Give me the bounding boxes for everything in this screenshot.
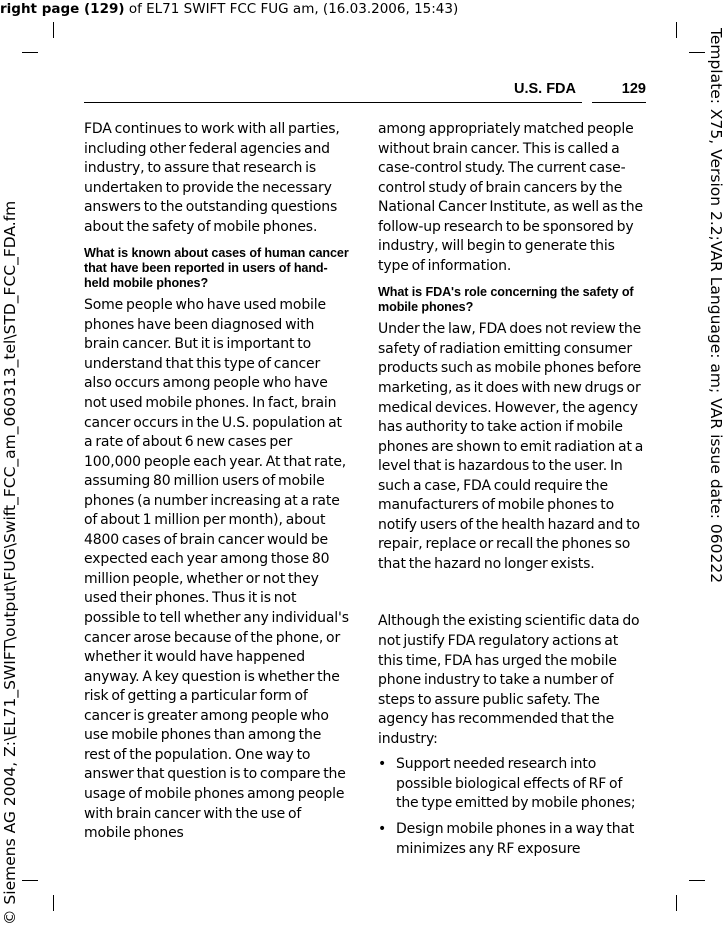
list-item-text: Design mobile phones in a way that minimizes any RF exposure (396, 820, 635, 857)
question-heading: What is FDA's role concerning the safety of mobile phones? (378, 285, 634, 315)
right-column (378, 120, 644, 859)
crop-mark (689, 880, 705, 881)
print-header-doc-info: of EL71 SWIFT FCC FUG am, (16.03.2006, 15:43) (124, 1, 459, 17)
bullet-icon: • (378, 820, 387, 837)
list-item (378, 820, 644, 859)
list-item (378, 755, 644, 814)
crop-mark (53, 22, 54, 38)
question-heading: What is known about cases of human cancer that have been reported in users of hand-held mobile phones? (84, 246, 349, 291)
body-paragraph: FDA continues to work with all parties, including other federal agencies and industry, to assure that research is undertaken to provide the necessary answers to the outstanding questions about the safety of mobile phones. (84, 121, 340, 235)
copyright-side-label (0, 20, 20, 925)
crop-mark (22, 880, 38, 881)
body-paragraph: Some people who have used mobile phones have been diagnosed with brain cancer. But it is important to understand that this type of cancer also occurs among people who have not used mobile phones. In fact, brain cancer occurs in the U.S. population at a rate of about 6 new cases per 100,000 people each year. At that rate, assuming 80 million users of mobile phones (a number increasing at a rate of about 1 million per month), about 4800 cases of brain cancer would be expected each year among those 80 million people, whether or not they used their phones. Thus it is not possible to tell whether any individual's cancer arose because of the phone, or whether it would have happened anyway. A key question is whether the risk of getting a particular form of cancer is greater among people who use mobile phones than among the rest of the population. One way to answer that question is to compare the usage of mobile phones among people with brain cancer with the use of mobile phones (84, 297, 349, 842)
header-rule-pagenum (592, 102, 646, 103)
crop-mark (689, 52, 705, 53)
crop-mark (676, 895, 677, 911)
page-header (488, 78, 646, 102)
header-rule (84, 102, 582, 103)
body-paragraph: Although the existing scientific data do not justify FDA regulatory actions at this time, FDA has urged the mobile phone industry to take a number of steps to assure public safety. The agency has recommended that the industry: (378, 613, 640, 747)
bullet-icon: • (378, 756, 387, 773)
print-header (0, 0, 640, 18)
body-paragraph: among appropriately matched people without brain cancer. This is called a case-control study. The current case-control study of brain cancers by the National Cancer Institute, as well as the follow-up research to be sponsored by industry, will begin to generate this type of information. (378, 121, 643, 274)
template-side-label (706, 28, 726, 908)
section-title: U.S. FDA (513, 81, 576, 97)
copyright-side-text: © Siemens AG 2004, Z:\EL71_SWIFT\output\FUG\Swift_FCC_am_060313_tel\STD_FCC_FDA.fm (1, 200, 19, 925)
page-number: 129 (621, 81, 646, 97)
template-side-text: Template: X75, Version 2.2;VAR Language: am; VAR issue date: 060222 (707, 28, 725, 584)
left-column (84, 120, 350, 844)
body-paragraph: Under the law, FDA does not review the safety of radiation emitting consumer products such as mobile phones before marketing, as it does with new drugs or medical devices. However, the agency has authority to take action if mobile phones are shown to emit radiation at a level that is hazardous to the user. In such a case, FDA could require the manufacturers of mobile phones to notify users of the health hazard and to repair, replace or recall the phones so that the hazard no longer exists. (378, 321, 644, 572)
list-item-text: Support needed research into possible biological effects of RF of the type emitted by mobile phones; (396, 756, 636, 812)
crop-mark (22, 52, 38, 53)
crop-mark (676, 22, 677, 38)
crop-mark (53, 895, 54, 911)
print-header-page-label: right page (129) (0, 1, 125, 17)
